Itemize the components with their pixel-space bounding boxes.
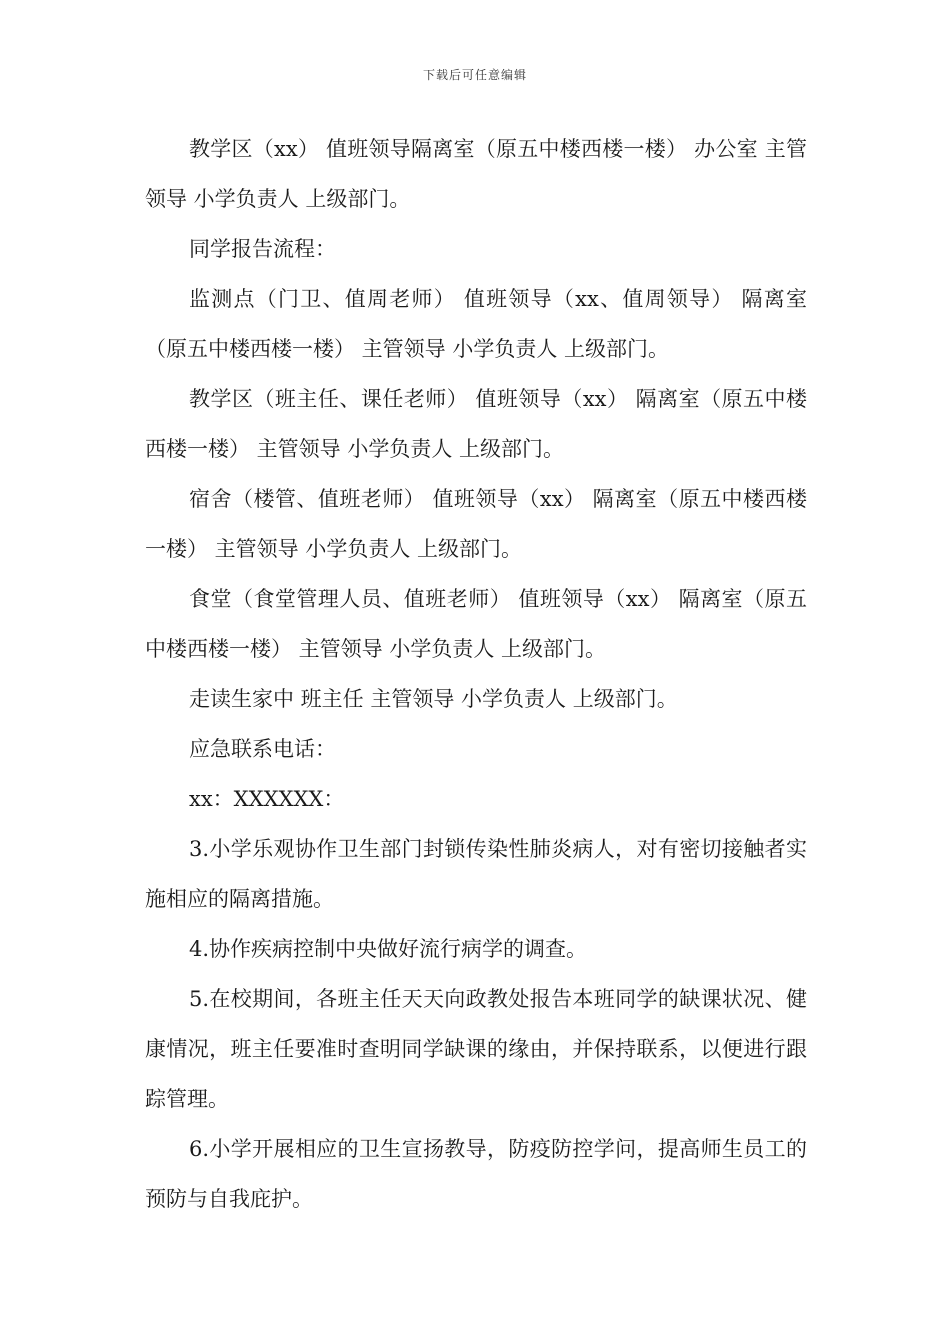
paragraph-item-6: 6.小学开展相应的卫生宣扬教导，防疫防控学问，提高师生员工的预防与自我庇护。 xyxy=(145,1137,807,1211)
paragraph-item-3: 3.小学乐观协作卫生部门封锁传染性肺炎病人，对有密切接触者实施相应的隔离措施。 xyxy=(145,837,807,911)
paragraph-day-student: 走读生家中 班主任 主管领导 小学负责人 上级部门。 xyxy=(189,687,678,711)
page-header: 下载后可任意编辑 xyxy=(422,68,527,82)
paragraph-teaching-area-report: 教学区（xx） 值班领导隔离室（原五中楼西楼一楼） 办公室 主管领导 小学负责人 上级部门。 xyxy=(145,137,807,211)
paragraph-student-report-heading: 同学报告流程： xyxy=(189,237,336,261)
paragraph-dormitory: 宿舍（楼管、值班老师） 值班领导（xx） 隔离室（原五中楼西楼一楼） 主管领导 小学负责人 上级部门。 xyxy=(145,487,807,561)
paragraph-monitoring-point: 监测点（门卫、值周老师） 值班领导（xx、值周领导） 隔离室（原五中楼西楼一楼） 主管领导 小学负责人 上级部门。 xyxy=(145,287,807,361)
paragraph-canteen: 食堂（食堂管理人员、值班老师） 值班领导（xx） 隔离室（原五中楼西楼一楼） 主管领导 小学负责人 上级部门。 xyxy=(145,587,807,661)
paragraph-teaching-area: 教学区（班主任、课任老师） 值班领导（xx） 隔离室（原五中楼西楼一楼） 主管领导 小学负责人 上级部门。 xyxy=(145,387,807,461)
document-body xyxy=(145,124,807,1224)
paragraph-item-5: 5.在校期间，各班主任天天向政教处报告本班同学的缺课状况、健康情况，班主任要准时查明同学缺课的缘由，并保持联系，以便进行跟踪管理。 xyxy=(145,987,807,1111)
paragraph-emergency-contact: xx：XXXXXX： xyxy=(189,787,345,811)
paragraph-item-4: 4.协作疾病控制中央做好流行病学的调查。 xyxy=(189,937,588,961)
paragraph-emergency-contact-heading: 应急联系电话： xyxy=(189,737,336,761)
